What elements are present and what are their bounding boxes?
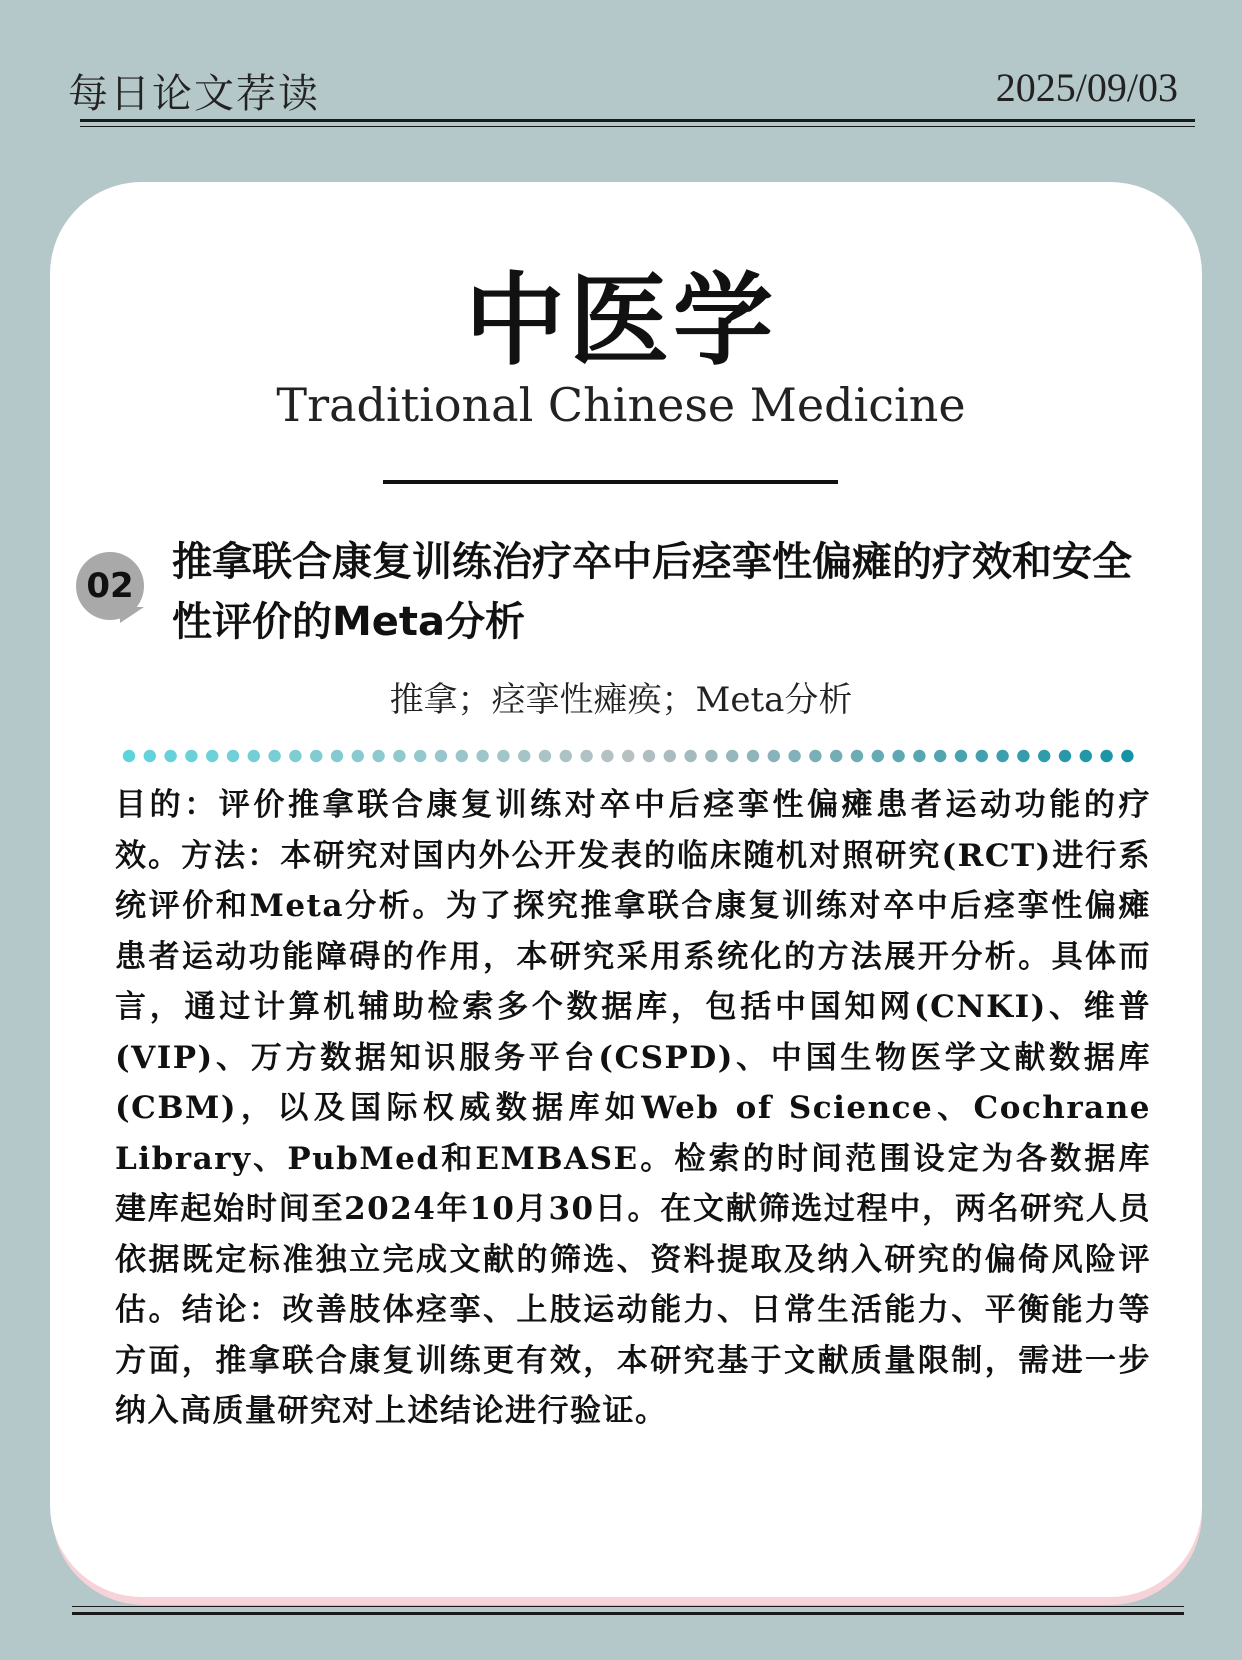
divider-dot	[144, 750, 156, 762]
divider-dot	[289, 750, 301, 762]
divider-dot	[123, 750, 135, 762]
divider-dot	[248, 750, 260, 762]
divider-dot	[414, 750, 426, 762]
divider-dot	[164, 750, 176, 762]
divider-dot	[892, 750, 904, 762]
divider-dot	[913, 750, 925, 762]
divider-dot	[497, 750, 509, 762]
divider-dot	[227, 750, 239, 762]
divider-dot	[1017, 750, 1029, 762]
divider-dot	[456, 750, 468, 762]
divider-dot	[684, 750, 696, 762]
divider-dot	[643, 750, 655, 762]
divider-dot	[476, 750, 488, 762]
divider-dot	[352, 750, 364, 762]
divider-dot	[1038, 750, 1050, 762]
divider-dot	[518, 750, 530, 762]
divider-dot	[268, 750, 280, 762]
dotted-divider	[122, 747, 1142, 765]
divider-dot	[206, 750, 218, 762]
divider-dot	[580, 750, 592, 762]
divider-dot	[393, 750, 405, 762]
divider-dot	[830, 750, 842, 762]
divider-dot	[622, 750, 634, 762]
divider-dot	[1121, 750, 1133, 762]
divider-dot	[788, 750, 800, 762]
header-rule-thick	[80, 119, 1195, 122]
divider-dot	[331, 750, 343, 762]
divider-dot	[1080, 750, 1092, 762]
divider-dot	[955, 750, 967, 762]
divider-dot	[435, 750, 447, 762]
divider-dot	[768, 750, 780, 762]
divider-dot	[851, 750, 863, 762]
divider-dot	[705, 750, 717, 762]
divider-dot	[310, 750, 322, 762]
divider-dot	[809, 750, 821, 762]
divider-dot	[934, 750, 946, 762]
column-label: 每日论文荐读	[68, 71, 320, 117]
footer-rule-thick	[72, 1612, 1184, 1615]
article-title: 推拿联合康复训练治疗卒中后痉挛性偏瘫的疗效和安全性评价的Meta分析	[172, 539, 1132, 645]
divider-dot	[560, 750, 572, 762]
divider-dot	[1100, 750, 1112, 762]
divider-dot	[372, 750, 384, 762]
divider-dot	[664, 750, 676, 762]
divider-dot	[747, 750, 759, 762]
publish-date: 2025/09/03	[995, 65, 1178, 110]
divider-dot	[539, 750, 551, 762]
badge-tail	[120, 607, 144, 623]
divider-dot	[601, 750, 613, 762]
divider-dot	[185, 750, 197, 762]
divider-dot	[976, 750, 988, 762]
divider-dot	[996, 750, 1008, 762]
title-divider	[383, 480, 838, 484]
category-subtitle: Traditional Chinese Medicine	[276, 378, 966, 432]
divider-dot	[726, 750, 738, 762]
divider-dot	[872, 750, 884, 762]
keywords: 推拿；痉挛性瘫痪；Meta分析	[389, 680, 853, 720]
category-title: 中医学	[465, 261, 777, 379]
abstract-text: 目的：评价推拿联合康复训练对卒中后痉挛性偏瘫患者运动功能的疗效。方法：本研究对国内外公开发表的临床随机对照研究(RCT)进行系统评价和Meta分析。为了探究推拿联合康复训练对卒中后痉挛性偏瘫患者运动功能障碍的作用，本研究采用系统化的方法展开分析。具体而言，通过计算机辅助检索多个数据库，包括中国知网(CNKI)、维普(VIP)、万方数据知识服务平台(CSPD)、中国生物医学文献数据库(CBM)，以及国际权威数据库如Web of Science、Cochrane Library、PubMed和EMBASE。检索的时间范围设定为各数据库建库起始时间至2024年10月30日。在文献筛选过程中，两名研究人员依据既定标准独立完成文献的筛选、资料提取及纳入研究的偏倚风险评估。结论：改善肢体痉挛、上肢运动能力、日常生活能力、平衡能力等方面，推拿联合康复训练更有效，本研究基于文献质量限制，需进一步纳入高质量研究对上述结论进行验证。	[115, 787, 1151, 1429]
header-rule-thin	[80, 126, 1195, 127]
article-number-badge: 02	[76, 552, 144, 620]
divider-dot	[1059, 750, 1071, 762]
footer-rule-thin	[72, 1606, 1184, 1607]
